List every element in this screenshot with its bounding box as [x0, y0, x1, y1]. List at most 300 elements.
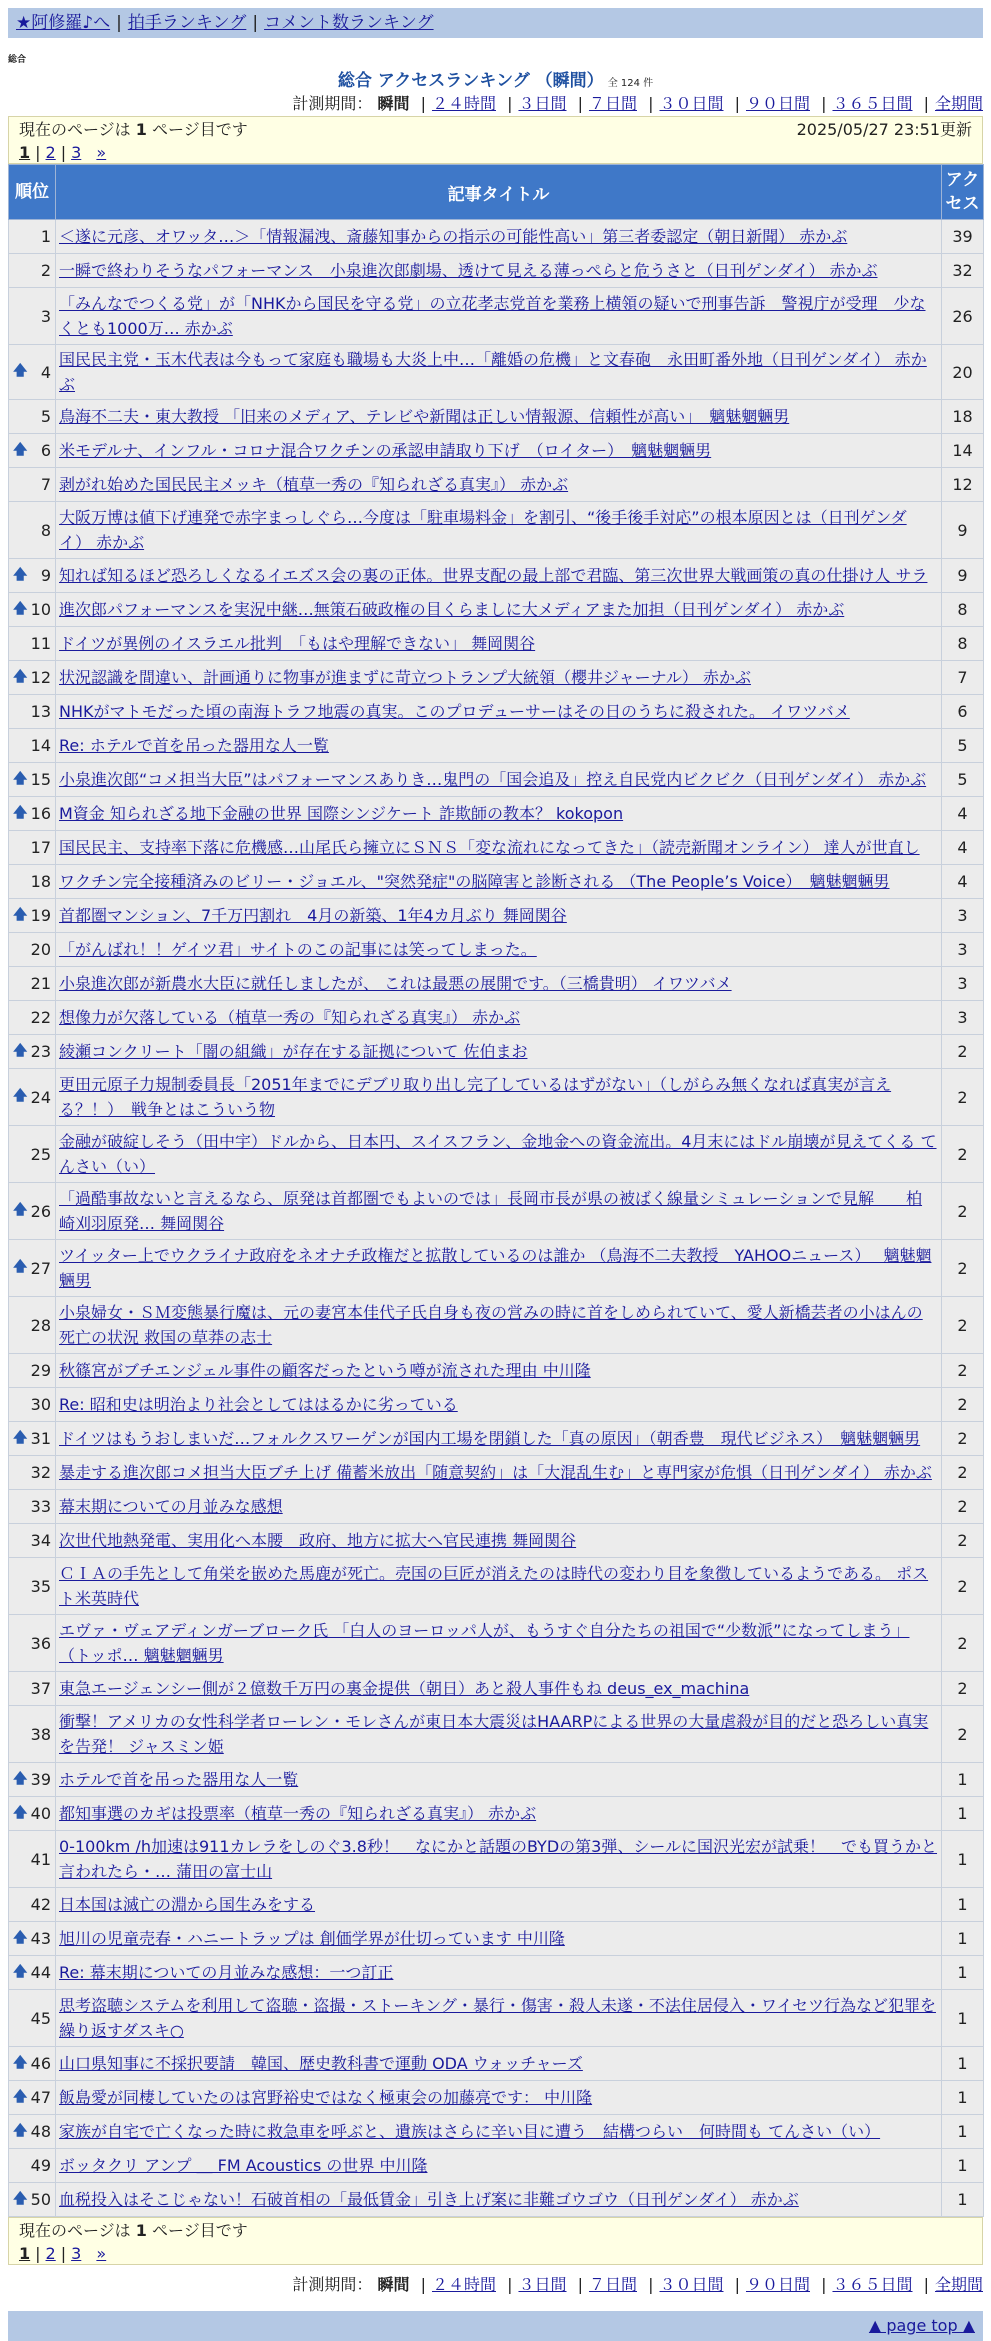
access-header: アクセス: [942, 165, 984, 220]
rank-cell: [9, 1422, 56, 1456]
title-cell: [56, 865, 942, 899]
page-top-link[interactable]: ▲ page top ▲: [868, 2316, 975, 2335]
rank-number: 33: [30, 1497, 51, 1516]
rank-cell: [9, 763, 56, 797]
article-link[interactable]: ワクチン完全接種済みのビリー・ジョエル、"突然発症"の脳障害と診断される （The People’s Voice） 魑魅魍魎男: [59, 872, 890, 891]
title-cell: [56, 933, 942, 967]
rank-number: 7: [40, 475, 51, 494]
rank-number: 9: [40, 566, 51, 585]
rank-cell: [9, 559, 56, 593]
rank-number: 5: [40, 407, 51, 426]
access-count: 1: [942, 1956, 984, 1990]
title-cell: [56, 763, 942, 797]
rank-cell: [9, 1615, 56, 1672]
title-cell: [56, 434, 942, 468]
access-count: 1: [942, 2115, 984, 2149]
access-count: 1: [942, 2149, 984, 2183]
rank-cell: [9, 1240, 56, 1297]
rank-cell: [9, 797, 56, 831]
rank-number: 21: [30, 974, 51, 993]
next-page-link[interactable]: »: [96, 143, 107, 162]
table-row: [9, 1922, 984, 1956]
rank-cell: [9, 1831, 56, 1888]
rank-cell: [9, 1354, 56, 1388]
rank-cell: [9, 1672, 56, 1706]
table-row: [9, 1706, 984, 1763]
access-count: 1: [942, 1831, 984, 1888]
up-arrow-icon: 🡅: [13, 566, 28, 583]
rank-cell: [9, 2081, 56, 2115]
article-link[interactable]: 「がんばれ！！ゲイツ君」サイトのこの記事には笑ってしまった。: [59, 940, 537, 959]
table-row: [9, 1490, 984, 1524]
rank-cell: [9, 593, 56, 627]
access-count: 2: [942, 1672, 984, 1706]
article-link[interactable]: 旭川の児童売春・ハニートラップは 創価学界が仕切っています 中川隆: [59, 1929, 565, 1948]
article-link[interactable]: 金融が破綻しそう（田中宇）ドルから、日本円、スイスフラン、金地金への資金流出。4月末にはドル崩壊が見えてくる てんさい（い）: [59, 1132, 937, 1176]
article-link[interactable]: 山口県知事に不採択要請 韓国、歴史教科書で運動 ODA ウォッチャーズ: [59, 2054, 583, 2073]
ranking-table: [8, 164, 984, 2217]
access-count: 2: [942, 1706, 984, 1763]
article-link[interactable]: 国民民主党・玉木代表は今もって家庭も職場も大炎上中…「離婚の危機」と文春砲 永田町番外地（日刊ゲンダイ） 赤かぶ: [59, 350, 927, 394]
title-cell: [56, 627, 942, 661]
title-cell: [56, 288, 942, 345]
rank-number: 24: [30, 1087, 51, 1107]
article-link[interactable]: 首都圏マンション、7千万円割れ 4月の新築、1年4カ月ぶり 舞岡関谷: [59, 906, 567, 925]
title-cell: [56, 1035, 942, 1069]
article-link[interactable]: 一瞬で終わりそうなパフォーマンス 小泉進次郎劇場、透けて見える薄っぺらと危うさと（日刊ゲンダイ） 赤かぶ: [59, 261, 878, 280]
period-separator: |: [734, 2275, 740, 2294]
title-cell: [56, 1831, 942, 1888]
title-cell: [56, 695, 942, 729]
rank-cell: [9, 220, 56, 254]
rank-number: 48: [30, 2122, 51, 2141]
article-link[interactable]: 剥がれ始めた国民民主メッキ（植草一秀の『知られざる真実』） 赤かぶ: [59, 475, 569, 494]
period-current: 瞬間: [377, 94, 410, 113]
article-link[interactable]: 血税投入はそこじゃない！石破首相の「最低賃金」引き上げ案に非難ゴウゴウ（日刊ゲンダイ） 赤かぶ: [59, 2190, 799, 2209]
rank-number: 14: [30, 736, 51, 755]
table-row: [9, 797, 984, 831]
period-24h-link[interactable]: ２４時間: [431, 2275, 496, 2294]
article-link[interactable]: 米モデルナ、インフル・コロナ混合ワクチンの承認申請取り下げ （ロイター） 魑魅魍魎男: [59, 441, 712, 460]
article-link[interactable]: 状況認識を間違い、計画通りに物事が進まずに苛立つトランプ大統領（櫻井ジャーナル） 赤かぶ: [59, 668, 751, 687]
title-cell: [56, 2081, 942, 2115]
title-cell: [56, 1797, 942, 1831]
access-count: 1: [942, 2047, 984, 2081]
article-link[interactable]: Re: 幕末期についての月並みな感想：一つ訂正: [59, 1963, 394, 1982]
table-row: [9, 2047, 984, 2081]
access-count: 2: [942, 1069, 984, 1126]
article-link[interactable]: ドイツが異例のイスラエル批判 「もはや理解できない」 舞岡関谷: [59, 634, 536, 653]
home-link[interactable]: ★阿修羅♪へ: [16, 13, 111, 33]
title-cell: [56, 220, 942, 254]
table-row: [9, 1240, 984, 1297]
access-count: 1: [942, 1888, 984, 1922]
article-link[interactable]: 日本国は滅亡の淵から国生みをする: [59, 1895, 316, 1914]
next-page-link[interactable]: »: [96, 2244, 107, 2263]
rank-number: 50: [30, 2190, 51, 2209]
table-row: [9, 1001, 984, 1035]
period-label: 計測期間：: [292, 94, 373, 113]
title-cell: [56, 1956, 942, 1990]
title-cell: [56, 1524, 942, 1558]
page-1-current: 1: [19, 2244, 31, 2263]
article-link[interactable]: 綾瀬コンクリート「闇の組織」が存在する証拠について 佐伯まお: [59, 1042, 528, 1061]
rank-cell: [9, 729, 56, 763]
period-7d-link[interactable]: ７日間: [588, 94, 637, 113]
access-count: 2: [942, 1615, 984, 1672]
page-separator: [86, 143, 91, 162]
current-page-text: [19, 118, 248, 142]
table-row: [9, 831, 984, 865]
rank-number: 1: [40, 227, 51, 246]
article-link[interactable]: 知れば知るほど恐ろしくなるイエズス会の裏の正体。世界支配の最上部で君臨、第三次世界大戦画策の真の仕掛け人 サラ: [59, 566, 928, 585]
rank-number: 16: [30, 804, 51, 823]
access-count: 2: [942, 1183, 984, 1240]
article-link[interactable]: ホテルで首を吊った器用な人一覧: [59, 1770, 299, 1789]
article-link[interactable]: 小泉進次郎“コメ担当大臣”はパフォーマンスありき…鬼門の「国会追及」控え自民党内ビクビク（日刊ゲンダイ） 赤かぶ: [59, 770, 927, 789]
rank-number: 15: [30, 770, 51, 789]
rank-cell: [9, 434, 56, 468]
article-link[interactable]: NHKがマトモだった頃の南海トラフ地震の真実。このプロデューサーはその日のうちに殺された。 イワツバメ: [59, 702, 850, 721]
up-arrow-icon: 🡅: [13, 1963, 28, 1980]
rank-number: 35: [30, 1576, 51, 1596]
up-arrow-icon: 🡅: [13, 770, 28, 787]
rank-cell: [9, 831, 56, 865]
rank-cell: [9, 933, 56, 967]
table-row: [9, 1354, 984, 1388]
article-link[interactable]: 東急エージェンシー側が２億数千万円の裏金提供（朝日）あと殺人事件もね deus_ex_machina: [59, 1679, 750, 1698]
period-current: 瞬間: [377, 2275, 410, 2294]
up-arrow-icon: 🡅: [13, 363, 28, 379]
article-link[interactable]: ＣＩＡの手先として角栄を嵌めた馬鹿が死亡。売国の巨匠が消えたのは時代の変わり目を象徴しているようである。 ポスト米英時代: [59, 1564, 929, 1608]
up-arrow-icon: 🡅: [13, 1202, 28, 1218]
access-count: 2: [942, 1126, 984, 1183]
access-count: 2: [942, 1456, 984, 1490]
article-link[interactable]: 衝撃！アメリカの女性科学者ローレン・モレさんが東日本大震災はHAARPによる世界の大量虐殺が目的だと恐ろしい真実を告発！ ジャスミン姫: [59, 1712, 929, 1756]
access-count: 9: [942, 559, 984, 593]
access-count: 26: [942, 288, 984, 345]
article-link[interactable]: 想像力が欠落している（植草一秀の『知られざる真実』） 赤かぶ: [59, 1008, 521, 1027]
footer-bar: [8, 2311, 983, 2341]
clap-ranking-link[interactable]: 拍手ランキング: [127, 13, 247, 33]
table-row: [9, 2183, 984, 2217]
rank-number: 3: [40, 306, 51, 326]
rank-cell: [9, 899, 56, 933]
page-separator: [86, 2244, 91, 2263]
article-link[interactable]: 0-100km /h加速は911カレラをしのぐ3.8秒！ なにかと話題のBYDの第3弾、シールに国沢光宏が試乗！ でも買うかと言われたら・… 蒲田の富士山: [59, 1837, 938, 1881]
up-arrow-icon: 🡅: [13, 441, 28, 458]
rank-number: 30: [30, 1395, 51, 1414]
period-separator: |: [648, 94, 654, 113]
title-cell: [56, 1240, 942, 1297]
page-separator: |: [60, 143, 67, 162]
rank-number: 49: [30, 2156, 51, 2175]
title-cell: [56, 1456, 942, 1490]
access-count: 2: [942, 1422, 984, 1456]
period-separator: |: [648, 2275, 654, 2294]
title-cell: [56, 1354, 942, 1388]
rank-number: 2: [40, 261, 51, 280]
page-3-link[interactable]: 3: [71, 2244, 82, 2263]
access-count: 4: [942, 865, 984, 899]
access-count: 4: [942, 797, 984, 831]
article-link[interactable]: 国民民主、支持率下落に危機感…山尾氏ら擁立にＳＮＳ「変な流れになってきた」（読売新聞オンライン） 達人が世直し: [59, 838, 920, 857]
up-arrow-icon: 🡅: [13, 1929, 28, 1946]
rank-number: 34: [30, 1531, 51, 1550]
rank-number: 13: [30, 702, 51, 721]
access-count: 5: [942, 763, 984, 797]
rank-cell: [9, 1126, 56, 1183]
up-arrow-icon: 🡅: [13, 1804, 28, 1821]
rank-cell: [9, 468, 56, 502]
rank-cell: [9, 1956, 56, 1990]
access-count: 2: [942, 1240, 984, 1297]
article-link[interactable]: Re: 昭和史は明治より社会としてははるかに劣っている: [59, 1395, 458, 1414]
page-2-link[interactable]: 2: [45, 2244, 56, 2263]
rank-number: 32: [30, 1463, 51, 1482]
article-link[interactable]: 「過酷事故ないと言えるなら、原発は首都圏でもよいのでは」長岡市長が県の被ばく線量シミュレーションで見解 柏崎刈羽原発… 舞岡関谷: [59, 1189, 923, 1233]
category-label: 総合: [8, 55, 27, 65]
rank-cell: [9, 1388, 56, 1422]
rank-number: 28: [30, 1315, 51, 1335]
period-separator: |: [734, 94, 740, 113]
page-2-link[interactable]: 2: [45, 143, 56, 162]
article-link[interactable]: 更田元原子力規制委員長「2051年までにデブリ取り出し完了しているはずがない」（しがらみ無くなれば真実が言える？！） 戦争とはこういう物: [59, 1075, 892, 1119]
access-count: 5: [942, 729, 984, 763]
article-link[interactable]: ドイツはもうおしまいだ…フォルクスワーゲンが国内工場を閉鎖した「真の原因」（朝香豊 現代ビジネス） 魑魅魍魎男: [59, 1429, 921, 1448]
rank-number: 17: [30, 838, 51, 857]
rank-number: 12: [30, 668, 51, 687]
title-header: 記事タイトル: [56, 165, 942, 220]
rank-number: 40: [30, 1804, 51, 1823]
rank-number: 26: [30, 1201, 51, 1221]
rank-cell: [9, 2115, 56, 2149]
page-separator: |: [35, 143, 41, 162]
item-count: 全 124 件: [607, 78, 654, 89]
up-arrow-icon: 🡅: [13, 2190, 28, 2207]
pager-text-post: ページ目です: [146, 120, 248, 139]
up-arrow-icon: 🡅: [13, 804, 28, 821]
title-cell: [56, 2115, 942, 2149]
table-row: [9, 2149, 984, 2183]
rank-cell: [9, 1490, 56, 1524]
title-cell: [56, 1388, 942, 1422]
period-selector-bottom: [8, 2273, 983, 2297]
article-link[interactable]: ツイッター上でウクライナ政府をネオナチ政権だと拡散しているのは誰か （鳥海不二夫教授 YAHOOニュース） 魑魅魍魎男: [59, 1246, 932, 1290]
page-3-link[interactable]: 3: [71, 143, 82, 162]
title-cell: [56, 831, 942, 865]
article-link[interactable]: ボッタクリ アンプ ＿ FM Acoustics の世界 中川隆: [59, 2156, 428, 2175]
table-row: [9, 434, 984, 468]
rank-cell: [9, 1763, 56, 1797]
article-link[interactable]: 次世代地熱発電、実用化へ本腰 政府、地方に拡大へ官民連携 舞岡関谷: [59, 1531, 577, 1550]
article-link[interactable]: 小泉進次郎が新農水大臣に就任しましたが、 これは最悪の展開です。（三橋貴明） イワツバメ: [59, 974, 732, 993]
access-count: 14: [942, 434, 984, 468]
rank-number: 37: [30, 1679, 51, 1698]
period-separator: |: [821, 94, 827, 113]
rank-number: 41: [30, 1849, 51, 1869]
pager-top: [8, 116, 983, 164]
ranking-title-text: 総合 アクセスランキング （瞬間）: [337, 71, 604, 91]
rank-cell: [9, 2183, 56, 2217]
period-90d-link[interactable]: ９０日間: [745, 94, 810, 113]
table-row: [9, 288, 984, 345]
title-cell: [56, 729, 942, 763]
title-cell: [56, 468, 942, 502]
period-24h-link[interactable]: ２４時間: [431, 94, 496, 113]
title-cell: [56, 967, 942, 1001]
title-cell: [56, 1001, 942, 1035]
title-cell: [56, 2047, 942, 2081]
period-365d-link[interactable]: ３６５日間: [832, 2275, 913, 2294]
access-count: 2: [942, 1388, 984, 1422]
article-link[interactable]: 小泉婦女・ＳＭ変態暴行魔は、元の妻宮本佳代子氏自身も夜の営みの時に首をしめられていて、愛人新橋芸者の小はんの死亡の状況 救国の草莽の志士: [59, 1303, 923, 1347]
period-7d-link[interactable]: ７日間: [588, 2275, 637, 2294]
page-separator: |: [60, 2244, 67, 2263]
comment-ranking-link[interactable]: コメント数ランキング: [264, 13, 434, 33]
table-row: [9, 763, 984, 797]
rank-number: 47: [30, 2088, 51, 2107]
updated-timestamp: 2025/05/27 23:51更新: [796, 120, 972, 139]
table-row: [9, 345, 984, 400]
title-cell: [56, 1558, 942, 1615]
rank-number: 25: [30, 1144, 51, 1164]
article-link[interactable]: 進次郎パフォーマンスを実況中継…無策石破政権の目くらましに大メディアまた加担（日刊ゲンダイ） 赤かぶ: [59, 600, 845, 619]
period-365d-link[interactable]: ３６５日間: [832, 94, 913, 113]
table-row: [9, 865, 984, 899]
period-separator: |: [577, 2275, 583, 2294]
rank-number: 44: [30, 1963, 51, 1982]
period-3d-link[interactable]: ３日間: [518, 2275, 567, 2294]
article-link[interactable]: エヴァ・ヴェアディンガーブローク氏 「白人のヨーロッパ人が、もうすぐ自分たちの祖国で“少数派”になってしまう」 （トッポ… 魑魅魍魎男: [59, 1621, 910, 1665]
access-count: 32: [942, 254, 984, 288]
table-row: [9, 899, 984, 933]
rank-cell: [9, 1456, 56, 1490]
period-separator: |: [923, 94, 929, 113]
rank-cell: [9, 1069, 56, 1126]
title-cell: [56, 1297, 942, 1354]
table-row: [9, 1558, 984, 1615]
access-count: 18: [942, 400, 984, 434]
title-cell: [56, 1922, 942, 1956]
title-cell: [56, 502, 942, 559]
period-30d-link[interactable]: ３０日間: [659, 94, 724, 113]
access-count: 3: [942, 967, 984, 1001]
period-30d-link[interactable]: ３０日間: [659, 2275, 724, 2294]
article-link[interactable]: 家族が自宅で亡くなった時に救急車を呼ぶと、遺族はさらに辛い目に遭う 結構つらい 何時間も てんさい（い）: [59, 2122, 881, 2141]
rank-cell: [9, 1524, 56, 1558]
access-count: 2: [942, 1558, 984, 1615]
up-arrow-icon: 🡅: [13, 906, 28, 923]
table-row: [9, 661, 984, 695]
access-count: 2: [942, 1524, 984, 1558]
article-link[interactable]: 飯島愛が同棲していたのは宮野裕史ではなく極東会の加藤亮です： 中川隆: [59, 2088, 593, 2107]
table-row: [9, 1456, 984, 1490]
article-link[interactable]: 「みんなでつくる党」が「NHKから国民を守る党」の立花孝志党首を業務上横領の疑いで刑事告訴 警視庁が受理 少なくとも1000万… 赤かぶ: [59, 294, 926, 338]
table-row: [9, 2115, 984, 2149]
article-link[interactable]: 秋篠宮がブチエンジェル事件の顧客だったという噂が流された理由 中川隆: [59, 1361, 591, 1380]
title-cell: [56, 1490, 942, 1524]
rank-number: 43: [30, 1929, 51, 1948]
rank-number: 38: [30, 1724, 51, 1744]
access-count: 12: [942, 468, 984, 502]
up-arrow-icon: 🡅: [13, 1259, 28, 1275]
title-cell: [56, 797, 942, 831]
access-count: 3: [942, 899, 984, 933]
ranking-title: [8, 70, 983, 92]
title-cell: [56, 2149, 942, 2183]
access-count: 1: [942, 1922, 984, 1956]
period-all-link[interactable]: 全期間: [934, 2275, 983, 2294]
table-row: [9, 1388, 984, 1422]
table-row: [9, 729, 984, 763]
article-link[interactable]: M資金 知られざる地下金融の世界 国際シンジケート 詐欺師の教本？ kokopon: [59, 804, 624, 823]
period-90d-link[interactable]: ９０日間: [745, 2275, 810, 2294]
article-link[interactable]: 鳥海不二夫・東大教授 「旧来のメディア、テレビや新聞は正しい情報源、信頼性が高い」 魑魅魍魎男: [59, 407, 790, 426]
article-link[interactable]: 都知事選のカギは投票率（植草一秀の『知られざる真実』） 赤かぶ: [59, 1804, 537, 1823]
access-count: 1: [942, 1763, 984, 1797]
period-all-link[interactable]: 全期間: [934, 94, 983, 113]
article-link[interactable]: 暴走する進次郎コメ担当大臣ブチ上げ 備蓄米放出「随意契約」は「大混乱生む」と専門家が危惧（日刊ゲンダイ） 赤かぶ: [59, 1463, 932, 1482]
table-row: [9, 627, 984, 661]
pager-text-num: 1: [135, 2221, 147, 2240]
access-count: 3: [942, 1001, 984, 1035]
rank-cell: [9, 661, 56, 695]
rank-cell: [9, 254, 56, 288]
table-row: [9, 1763, 984, 1797]
rank-number: 22: [30, 1008, 51, 1027]
period-3d-link[interactable]: ３日間: [518, 94, 567, 113]
table-row: [9, 933, 984, 967]
rank-number: 23: [30, 1042, 51, 1061]
table-row: [9, 1524, 984, 1558]
title-cell: [56, 254, 942, 288]
table-row: [9, 1956, 984, 1990]
rank-cell: [9, 627, 56, 661]
article-link[interactable]: 幕末期についての月並みな感想: [59, 1497, 283, 1516]
rank-cell: [9, 865, 56, 899]
table-row: [9, 1672, 984, 1706]
title-cell: [56, 593, 942, 627]
table-row: [9, 1422, 984, 1456]
period-separator: |: [923, 2275, 929, 2294]
article-link[interactable]: 大阪万博は値下げ連発で赤字まっしぐら…今度は「駐車場料金」を割引、“後手後手対応”の根本原因とは（日刊ゲンダイ） 赤かぶ: [59, 508, 907, 552]
rank-number: 39: [30, 1770, 51, 1789]
rank-number: 42: [30, 1895, 51, 1914]
period-separator: |: [507, 94, 513, 113]
article-link[interactable]: ＜遂に元彦、オワッタ…＞「情報漏洩、斎藤知事からの指示の可能性高い」第三者委認定（朝日新聞） 赤かぶ: [59, 227, 848, 246]
table-row: [9, 695, 984, 729]
access-count: 6: [942, 695, 984, 729]
table-row: [9, 593, 984, 627]
period-separator: |: [420, 94, 426, 113]
table-row: [9, 1069, 984, 1126]
title-cell: [56, 661, 942, 695]
rank-cell: [9, 1183, 56, 1240]
table-row: [9, 1831, 984, 1888]
page-container: [8, 8, 983, 2341]
rank-number: 31: [30, 1429, 51, 1448]
access-count: 1: [942, 1797, 984, 1831]
period-separator: |: [821, 2275, 827, 2294]
table-row: [9, 1297, 984, 1354]
up-arrow-icon: 🡅: [13, 1042, 28, 1059]
article-link[interactable]: 思考盗聴システムを利用して盗聴・盗撮・ストーキング・暴行・傷害・殺人未遂・不法住居侵入・ワイセツ行為など犯罪を繰り返すダスキ○: [59, 1996, 936, 2040]
nav-separator: |: [252, 13, 259, 33]
article-link[interactable]: Re: ホテルで首を吊った器用な人一覧: [59, 736, 329, 755]
rank-cell: [9, 2047, 56, 2081]
table-row: [9, 502, 984, 559]
